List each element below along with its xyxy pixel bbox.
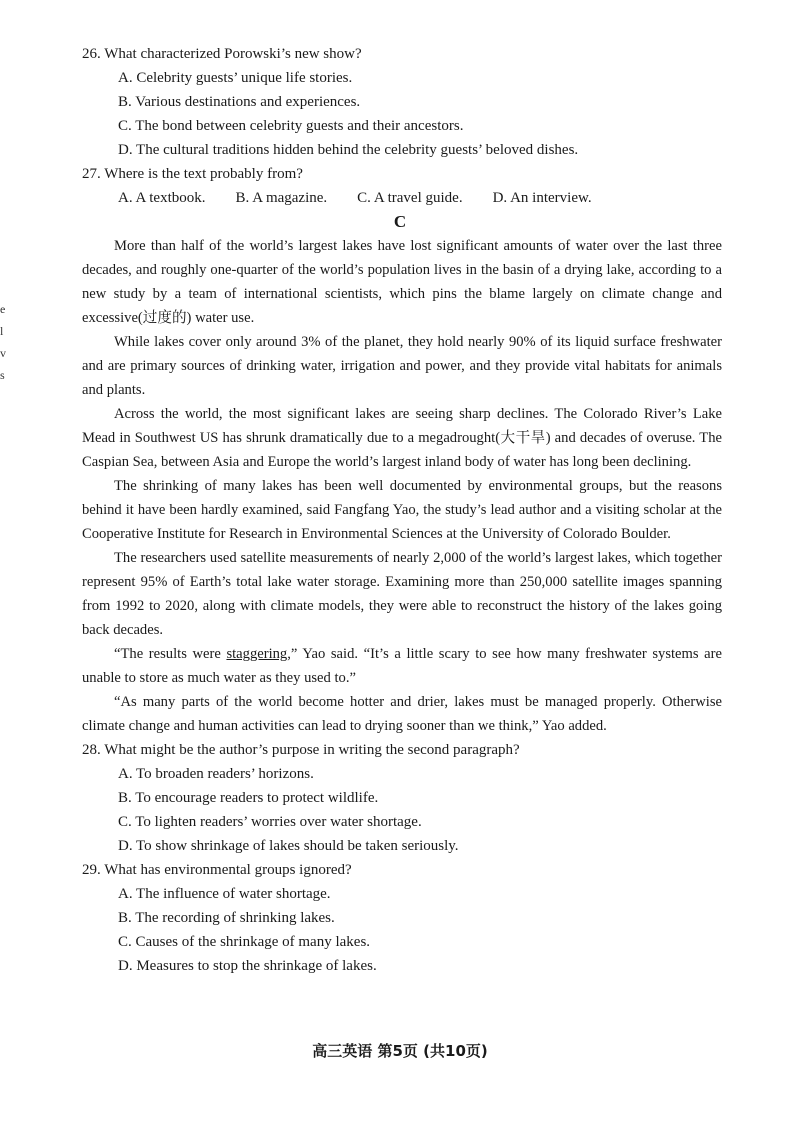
q29-option-d: D. Measures to stop the shrinkage of lakes.	[118, 958, 377, 974]
question-29-stem: 29. What has environmental groups ignored?	[82, 862, 352, 878]
q28-option-b: B. To encourage readers to protect wildlife.	[118, 790, 379, 806]
question-27-stem: 27. Where is the text probably from?	[82, 166, 303, 182]
q28-option-d: D. To show shrinkage of lakes should be taken seriously.	[118, 838, 459, 854]
page-footer: 高三英语 第5页 (共10页)	[312, 1042, 488, 1060]
passage-paragraph-3: Across the world, the most significant lakes are seeing sharp declines. The Colorado River’s Lake Mead in Southwest US has shrunk dramatically due to a megadrought(大干旱) and decades of overuse. The Caspian Sea, between Asia and Europe the world’s largest inland body of water has long been declining.	[82, 406, 722, 470]
margin-char: v	[0, 346, 6, 360]
q26-option-a: A. Celebrity guests’ unique life stories.	[118, 70, 353, 86]
question-26-stem: 26. What characterized Porowski’s new show?	[82, 46, 362, 62]
quote-text: ,” Yao said. “It’s a little scary to see how many freshwater systems are unable to store as much water as they used to.”	[82, 646, 722, 686]
question-28-stem: 28. What might be the author’s purpose in writing the second paragraph?	[82, 742, 520, 758]
section-title: C	[393, 212, 407, 231]
q27-option-c: C. A travel guide.	[357, 190, 463, 206]
q29-option-a: A. The influence of water shortage.	[118, 886, 331, 902]
q27-option-d: D. An interview.	[492, 190, 592, 206]
underlined-word: staggering	[226, 646, 288, 662]
page-content	[82, 42, 722, 978]
q26-option-c: C. The bond between celebrity guests and their ancestors.	[118, 118, 464, 134]
q27-options	[118, 186, 722, 210]
passage-paragraph-1: More than half of the world’s largest lakes have lost significant amounts of water over the last three decades, and roughly one-quarter of the world’s population lives in the basin of a drying lake, according to a new study by a team of international scientists, which pins the blame largely on climate change and excessive(过度的) water use.	[82, 238, 722, 326]
passage-paragraph-6	[82, 642, 722, 690]
q28-option-c: C. To lighten readers’ worries over water shortage.	[118, 814, 422, 830]
margin-char: e	[0, 302, 6, 316]
margin-char: s	[0, 368, 5, 382]
q27-option-a: A. A textbook.	[118, 190, 206, 206]
q26-option-b: B. Various destinations and experiences.	[118, 94, 361, 110]
passage-paragraph-4: The shrinking of many lakes has been well documented by environmental groups, but the reasons behind it have been hardly examined, said Fangfang Yao, the study’s lead author and a visiting scholar at the Cooperative Institute for Research in Environmental Sciences at the University of Colorado Boulder.	[82, 478, 722, 542]
q29-option-b: B. The recording of shrinking lakes.	[118, 910, 335, 926]
quote-text: “The results were	[114, 646, 227, 662]
q28-option-a: A. To broaden readers’ horizons.	[118, 766, 314, 782]
q29-option-c: C. Causes of the shrinkage of many lakes.	[118, 934, 371, 950]
margin-marks	[0, 298, 10, 386]
passage-paragraph-5: The researchers used satellite measurements of nearly 2,000 of the world’s largest lakes, which together represent 95% of Earth’s total lake water storage. Examining more than 250,000 satellite images spanning from 1992 to 2020, along with climate models, they were able to reconstruct the history of the lakes going back decades.	[82, 550, 722, 638]
passage-paragraph-2: While lakes cover only around 3% of the planet, they hold nearly 90% of its liquid surface freshwater and are primary sources of drinking water, irrigation and power, and they provide vital habitats for animals and plants.	[82, 334, 722, 398]
q27-option-b: B. A magazine.	[235, 190, 328, 206]
passage-paragraph-7: “As many parts of the world become hotter and drier, lakes must be managed properly. Otherwise climate change and human activities can lead to drying sooner than we think,” Yao added.	[82, 694, 722, 734]
margin-char: l	[0, 324, 4, 338]
q26-option-d: D. The cultural traditions hidden behind the celebrity guests’ beloved dishes.	[118, 142, 579, 158]
